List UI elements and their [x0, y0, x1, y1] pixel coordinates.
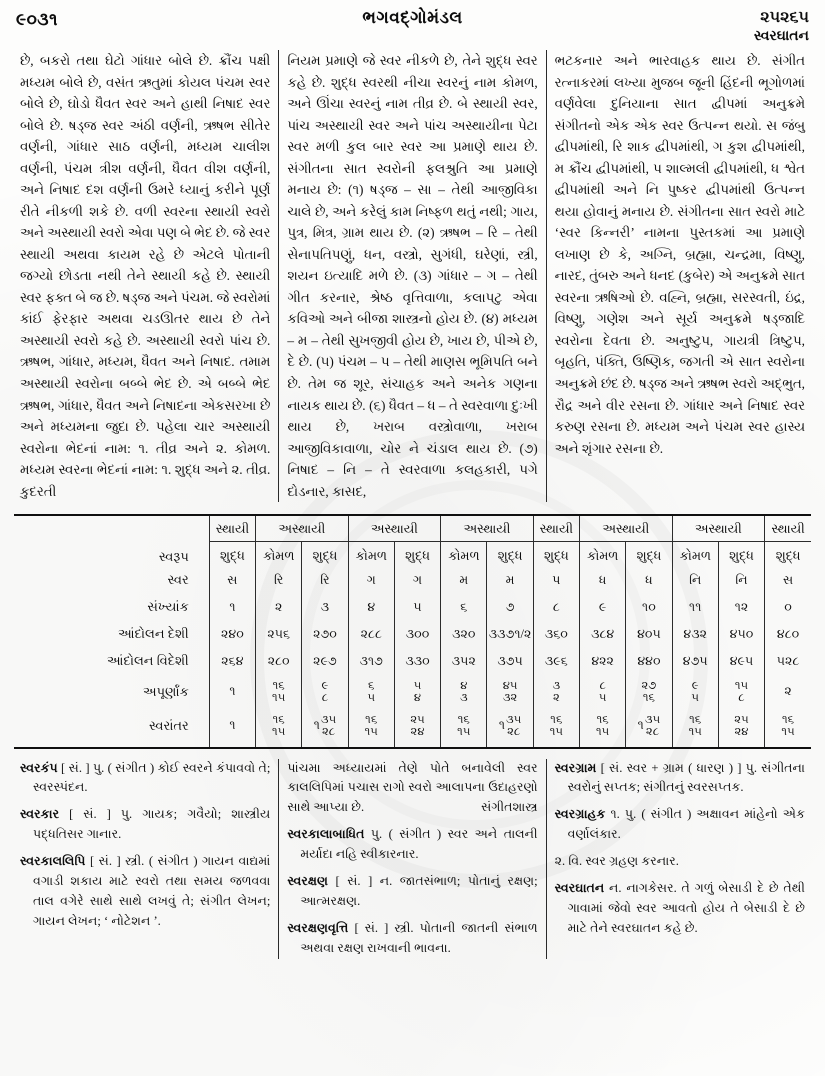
table-cell: ૩૧૭ [348, 648, 394, 675]
table-cell [487, 675, 533, 709]
table-cell: ૨૭૦ [302, 621, 348, 648]
svar-table [14, 516, 811, 746]
table-cell: સ [209, 567, 255, 594]
dictionary-entry [287, 919, 537, 959]
fraction: ૫ ૪ [413, 679, 422, 704]
table-cell: ૨૮૦ [256, 648, 302, 675]
table-cell [580, 675, 626, 709]
article-text-2: નિયમ પ્રમાણે જે સ્વર નીકળે છે, તેને શુદ્ધ સ્વર કહે છે. શુદ્ધ સ્વરથી નીચા સ્વરનું નામ કોમળ, અને ઊંચા સ્વરનું નામ તીવ્ર છે. બે સ્થાયી સ્વર, પાંચ અસ્થાયી સ્વર અને પાંચ અસ્થાયીના પેટા સ્વર મળી કુલ બાર સ્વર આ પ્રમાણે થાય છે. સંગીતના સાત સ્વરોની ફલશ્રુતિ આ પ્રમાણે મનાય છે: (૧) ષડ્જ – સા – તેથી આજીવિકા ચાલે છે, અને કરેલું કામ નિષ્ફળ થતું નથી; ગાય, પુત્ર, મિત્ર, ગ્રામ થાય છે. (૨) ઋષભ – રિ – તેથી સેનાપતિપણું, ધન, વસ્ત્રો, સુગંધી, ઘરેણાં, સ્ત્રી, શયન ઇત્યાદિ મળે છે. (૩) ગાંધાર – ગ – તેથી ગીત કરનાર, શ્રેષ્ઠ વૃત્તિવાળા, કલાપટુ એવા કવિઓ અને બીજા શાસ્ત્રનો હોય છે. (૪) મધ્યમ – મ – તેથી સુખજીવી હોય છે, ખાય છે, પીએ છે, દે છે. (૫) પંચમ – પ – તેથી માણસ ભૂમિપતિ બને છે. તેમ જ શૂર, સંચાહક અને અનેક ગણના નાયક થાય છે. (૬) ધૈવત – ધ – તે સ્વરવાળા દુઃખી થાય છે, ખરાબ વસ્ત્રોવાળા, ખરાબ આજીવિકાવાળા, ચોર ને ચંડાલ થાય છે. (૭) નિષાદ – નિ – તે સ્વરવાળા કલહકારી, પગે દોડનાર, કાસદ, [287, 53, 538, 499]
table-cell: પ [533, 567, 579, 594]
table-cell [672, 709, 718, 747]
table-cell: ૨ [256, 594, 302, 621]
fraction: ૪૫ ૩૨ [502, 679, 518, 704]
table-cell: ૮ [533, 594, 579, 621]
table-cell: કોમળ [580, 542, 626, 567]
article-column-3 [547, 50, 813, 502]
table-cell: શુદ્ધ [626, 542, 672, 567]
table-cell [256, 675, 302, 709]
article-column-1 [12, 50, 279, 502]
table-cell: ૨૮૮ [348, 621, 394, 648]
table-cell: ૧ [209, 594, 255, 621]
entry-source: સંગીતશાસ્ત્ર [481, 800, 538, 815]
entry-definition: [ સં. ] ન. જાતસંભાળ; પોતાનું રક્ષણ; આત્મરક્ષણ. [300, 873, 538, 908]
table-group-header: સ્થાયી [209, 516, 255, 542]
fraction: ૧૬ ૧૫ [272, 713, 286, 738]
table-cell: ૪૪૦ [626, 648, 672, 675]
table-cell: ૫ [394, 594, 440, 621]
table-group-header: અસ્થાયી [580, 516, 673, 542]
fraction: ૮ ૫ [598, 679, 607, 704]
entry-definition: [ સં. ] સ્ત્રી. પોતાની જાતની સંભાળ અથવા રક્ષણ રાખવાની ભાવના. [300, 920, 538, 955]
dictionary-entry [20, 852, 270, 932]
mixed-number: ૧ ૩૫ ૨૮ [313, 713, 337, 738]
dictionary-entries [12, 759, 813, 959]
entry-headword: સ્વરઘાતન [554, 880, 605, 895]
table-group-header: સ્થાયી [533, 516, 579, 542]
table-cell [718, 709, 764, 747]
dictionary-entry [555, 759, 805, 799]
table-group-header: અસ્થાયી [256, 516, 349, 542]
fraction: ૧૬ ૧૫ [688, 713, 702, 738]
table-cell: ૪૦૫ [626, 621, 672, 648]
table-cell: શુદ્ધ [533, 542, 579, 567]
table-cell: કોમળ [256, 542, 302, 567]
entry-definition: ૧. પુ. ( સંગીત ) અક્ષાવન માંહેનો એક વર્ણાલંકાર. [567, 807, 805, 842]
fraction: ૧૬ ૧૫ [596, 713, 610, 738]
folio-right [754, 8, 809, 46]
entry-definition: પાંચમા અધ્યાયમાં તેણે પોતે બનાવેલી સ્વર કાલલિપિમાં પચાસ રાગો સ્વરો આલાપના ઉદાહરણો સાથે આપ્યા છે. [287, 760, 538, 815]
running-headword: સ્વરઘાતન [753, 29, 809, 44]
entry-definition: [ સં. સ્વર + ગ્રામ ( ધારણ ) ] પુ. સંગીતના સ્વરોનું સપ્તક; સંગીતનું સ્વરસપ્તક. [567, 760, 805, 795]
table-cell: ગ [394, 567, 440, 594]
row-andolan-videshi [14, 648, 811, 675]
row-andolan-deshi [14, 621, 811, 648]
book-title: ભગવદ્ગોમંડલ [362, 8, 463, 27]
fraction: ૨૫ ૨૪ [410, 713, 425, 738]
fraction: ૧૬ ૧૫ [549, 713, 564, 738]
table-group-header: સ્થાયી [765, 516, 811, 542]
table-group-header: અસ્થાયી [672, 516, 765, 542]
table-cell: શુદ્ધ [394, 542, 440, 567]
table-cell: શુદ્ધ [302, 542, 348, 567]
table-cell [441, 675, 487, 709]
dictionary-entry [555, 879, 805, 939]
table-cell: ૩૩૭૧/૨ [487, 621, 533, 648]
table-cell: ૩૦૦ [394, 621, 440, 648]
table-cell [487, 709, 533, 747]
table-cell: શુદ્ધ [718, 542, 764, 567]
table-cell: ૧૧ [672, 594, 718, 621]
table-cell: ધ [580, 567, 626, 594]
fraction: ૧૬ ૧૫ [781, 713, 795, 738]
table-cell [718, 675, 764, 709]
table-cell [348, 675, 394, 709]
table-cell: ૪૫૦ [718, 621, 764, 648]
table-cell [302, 709, 348, 747]
table-cell [302, 675, 348, 709]
mixed-number: ૧ ૩૫ ૨૮ [637, 713, 661, 738]
table-cell [672, 675, 718, 709]
table-cell: ૨૫૬ [256, 621, 302, 648]
svar-table-wrapper [14, 514, 811, 748]
table-cell: મ [441, 567, 487, 594]
fraction: ૯ ૮ [321, 679, 329, 704]
entry-headword: સ્વરક્ષણ [287, 873, 329, 888]
table-cell [394, 709, 440, 747]
table-cell [580, 709, 626, 747]
row-sankhyank [14, 594, 811, 621]
table-cell: ૩૬૦ [533, 621, 579, 648]
entry-column-1 [12, 759, 279, 959]
table-row-label: સ્વર [167, 572, 189, 588]
table-row-label: સ્વરૂપ [158, 548, 189, 564]
table-cell: રિ [256, 567, 302, 594]
table-cell: શુદ્ધ [209, 542, 255, 567]
table-cell [626, 709, 672, 747]
fraction: ૪ ૩ [459, 679, 468, 704]
dictionary-entry-continuation [287, 759, 537, 819]
table-cell: ૨૯૭ [302, 648, 348, 675]
dictionary-entry [20, 759, 270, 799]
table-cell: ૪૩૨ [672, 621, 718, 648]
table-row-label: અપૂર્ણાંક [142, 683, 189, 699]
table-cell: રિ [302, 567, 348, 594]
row-svar [14, 567, 811, 594]
entry-headword: સ્વરકાર [20, 807, 60, 822]
table-row-label: સ્વરાંતર [148, 717, 189, 733]
table-cell: ૪૮૦ [765, 621, 811, 648]
mixed-number: ૧ ૩૫ ૨૮ [498, 713, 522, 738]
table-cell: નિ [718, 567, 764, 594]
table-cell: ૧૦ [626, 594, 672, 621]
article-columns [0, 46, 825, 502]
entry-column-3 [547, 759, 813, 959]
table-cell: ૫૨૮ [765, 648, 811, 675]
table-cell [765, 709, 811, 747]
article-text-1: છે, બકરો તથા ઘેટો ગાંધાર બોલે છે. ક્રૌંચ પક્ષી મધ્યમ બોલે છે, વસંત ઋતુમાં કોયલ પંચમ સ્વર બોલે છે, ઘોડો ધૈવત સ્વર અને હાથી નિષાદ સ્વર બોલે છે. ષડ્જ સ્વર અંઠી વર્ણની, ઋષભ સીતેર વર્ણની, ગાંધાર સાઠ વર્ણની, મધ્યમ ચાલીશ વર્ણની, પંચમ ત્રીશ વર્ણની, ધૈવત વીશ વર્ણની, અને નિષાદ દશ વર્ણની ઉમરે ધ્યાનું કરીને પૂર્ણ રીતે નીકળી શકે છે. વળી સ્વરના સ્થાયી સ્વરો અને અસ્થાયી સ્વરો એવા પણ બે ભેદ છે. જે સ્વર સ્થાયી અથવા કાયમ રહે છે એટલે પોતાની જગ્યો છોડતા નથી તેને સ્થાયી કહે છે. સ્થાયી સ્વર ફક્ત બે જ છે. ષડ્જ અને પંચમ. જે સ્વરોમાં કાંઈ ફેરફાર અથવા ચડઊતર થાય છે તેને અસ્થાયી સ્વરો કહે છે. અસ્થાયી સ્વરો પાંચ છે. ઋષભ, ગાંધાર, મધ્યમ, ધૈવત અને નિષાદ. તમામ અસ્થાયી સ્વરોના બબ્બે ભેદ છે. એ બબ્બે ભેદ ઋષભ, ગાંધાર, ધૈવત અને નિષાદના એકસરખા છે અને મધ્યમના જુદા છે. પહેલા ચાર અસ્થાયી સ્વરોના ભેદનાં નામ: ૧. તીવ્ર અને ૨. કોમળ. મધ્યમ સ્વરના ભેદનાં નામ: ૧. શુદ્ધ અને ૨. તીવ્ર. કુદરતી [20, 53, 271, 499]
table-cell: ૩૭૫ [487, 648, 533, 675]
dictionary-entry [20, 805, 270, 845]
table-cell [626, 675, 672, 709]
table-cell: ૪ [348, 594, 394, 621]
table-group-header: અસ્થાયી [348, 516, 441, 542]
article-text-3: ભટકનાર અને ભારવાહક થાય છે. સંગીત રત્નાકરમાં લખ્યા મુજબ જૂની હિંદની ભૂગોળમાં વર્ણવેલા દુનિયાના સાત દ્વીપમાં અનુક્રમે સંગીતનો એક એક સ્વર ઉત્પન્ન થયો. સ જંબુ દ્વીપમાંથી, રિ શાક દ્વીપમાંથી, ગ કુશ દ્વીપમાંથી, મ ક્રૌંચ દ્વીપમાંથી, પ શાલ્મલી દ્વીપમાંથી, ધ શ્વેત દ્વીપમાંથી અને નિ પુષ્કર દ્વીપમાંથી ઉત્પન્ન થયા હોવાનું મનાય છે. સંગીતના સાત સ્વરો માટે ‘સ્વર કિન્નરી’ નામના પુસ્તકમાં આ પ્રમાણે લખાણ છે કે, અગ્નિ, બ્રહ્મા, ચન્દ્રમા, વિષ્ણુ, નારદ, તુંબરુ અને ધનદ (કુબેર) એ અનુક્રમે સાત સ્વરના ઋષિઓ છે. વહ્નિ, બ્રહ્મા, સરસ્વતી, ઇંદ્ર, વિષ્ણુ, ગણેશ અને સૂર્ય અનુક્રમે ષડ્જાદિ સ્વરોના દેવતા છે. અનુષ્ટુપ, ગાયત્રી ત્રિષ્ટુપ, બૃહતિ, પંક્તિ, ઉષ્ણિક, જગતી એ સાત સ્વરોના અનુક્રમે છંદ છે. ષડ્જ અને ઋષભ સ્વરો અદ્ભુત, રૌદ્ર અને વીર રસના છે. ગાંધાર અને નિષાદ સ્વર કરુણ રસના છે. મધ્યમ અને પંચમ સ્વર હાસ્ય અને શૃંગાર રસના છે. [554, 53, 805, 456]
table-cell: ૪૯૫ [718, 648, 764, 675]
table-cell [394, 675, 440, 709]
table-cell: શુદ્ધ [765, 542, 811, 567]
fraction: ૨૭ ૧૬ [641, 679, 657, 704]
table-body [14, 542, 811, 747]
group-header-spacer [14, 516, 209, 542]
table-cell: ૨૬૪ [209, 648, 255, 675]
table-cell: મ [487, 567, 533, 594]
fraction: ૧૫ ૮ [734, 679, 749, 704]
table-cell: ૨ [765, 675, 811, 709]
table-cell [533, 675, 579, 709]
entry-definition: [ સં. ] સ્ત્રી. ( સંગીત ) ગાયન વાદ્યમાં વગાડી શકાય માટે સ્વરો તથા સમય જળવવા તાલ વગેરે સાથે સાથે લખવું તે; સંગીત લેખન; ગાયન લેખન; ‘ નોટેશન ’. [33, 854, 271, 928]
table-row-label: આંદોલન દેશી [117, 626, 189, 642]
table-cell: ૩૮૪ [580, 621, 626, 648]
entry-headword: સ્વરગ્રામ [554, 760, 597, 775]
table-row-label: સંખ્યાંક [147, 599, 189, 615]
row-svarantar [14, 709, 811, 747]
dictionary-entry [287, 872, 537, 912]
entry-definition: [ સં. ] પુ. ગાયક; ગવૈયો; શાસ્ત્રીય પદ્ધતિસર ગાનાર. [33, 807, 271, 842]
table-cell: ૭ [487, 594, 533, 621]
entry-definition: પુ. ( સંગીત ) સ્વર અને તાલની મર્યાદા નહિ સ્વીકારનાર. [300, 827, 538, 862]
fraction: ૧૬ ૧૫ [364, 713, 378, 738]
table-cell: ૩૯૬ [533, 648, 579, 675]
table-cell: ૯ [580, 594, 626, 621]
table-cell: ૨૪૦ [209, 621, 255, 648]
dictionary-entry-continuation [555, 852, 805, 872]
table-cell [256, 709, 302, 747]
table-cell: ૩૨૦ [441, 621, 487, 648]
entry-headword: સ્વરકાલલિપિ [20, 854, 86, 869]
fraction: ૧૬ ૧૫ [457, 713, 471, 738]
dictionary-entry [287, 825, 537, 865]
table-cell: ૩૫૨ [441, 648, 487, 675]
entry-definition: ૨. વિ. સ્વર ગ્રહણ કરનાર. [554, 854, 679, 869]
table-cell: નિ [672, 567, 718, 594]
fraction: ૬ ૫ [367, 679, 376, 704]
entry-headword: સ્વરગ્રાહક [554, 807, 606, 822]
table-cell: ૧૨ [718, 594, 764, 621]
table-group-header-row [14, 516, 811, 542]
fraction: ૨૫ ૨૪ [734, 713, 749, 738]
table-row-label: આંદોલન વિદેશી [106, 653, 189, 669]
table-cell: ૬ [441, 594, 487, 621]
table-cell: ૦ [765, 594, 811, 621]
table-cell [533, 709, 579, 747]
table-cell: શુદ્ધ [487, 542, 533, 567]
folio-left: ૯૦૩૧ [16, 10, 58, 29]
table-cell [441, 709, 487, 747]
row-apurnank [14, 675, 811, 709]
table-group-header: અસ્થાયી [441, 516, 534, 542]
table-cell [348, 709, 394, 747]
table-cell: કોમળ [672, 542, 718, 567]
row-svarup [14, 542, 811, 567]
entry-number: ૨૫૨૬૫ [760, 9, 809, 26]
table-cell: ગ [348, 567, 394, 594]
entry-column-2 [279, 759, 546, 959]
entry-headword: સ્વરકાલાબાધિત [287, 827, 365, 842]
table-cell: કોમળ [441, 542, 487, 567]
dictionary-entry [555, 805, 805, 845]
table-cell: સ [765, 567, 811, 594]
entry-headword: સ્વરકંપ [20, 760, 58, 775]
table-cell: કોમળ [348, 542, 394, 567]
table-cell: ધ [626, 567, 672, 594]
fraction: ૩ ૨ [552, 679, 561, 704]
table-cell: ૧ [209, 709, 255, 747]
table-cell: ૩૩૦ [394, 648, 440, 675]
table-cell: ૩ [302, 594, 348, 621]
page-masthead [0, 0, 825, 46]
article-column-2 [279, 50, 546, 502]
table-cell: ૪૭૫ [672, 648, 718, 675]
entry-definition: ન. નાગકેસર. તે ગળું બેસાડી દે છે તેથી ગાવામાં જેવો સ્વર આવતો હોય તે બેસાડી દે છે માટે તેને સ્વરઘાતન કહે છે. [567, 880, 805, 935]
table-cell: ૪૨૨ [580, 648, 626, 675]
fraction: ૧૬ ૧૫ [272, 679, 286, 704]
entry-headword: સ્વરક્ષણવૃત્તિ [287, 920, 349, 935]
fraction: ૯ ૫ [691, 679, 700, 704]
table-cell: ૧ [209, 675, 255, 709]
entry-definition: [ સં. ] પુ. ( સંગીત ) કોઈ સ્વરને કંપાવવો તે; સ્વરસ્પંદન. [33, 760, 271, 795]
